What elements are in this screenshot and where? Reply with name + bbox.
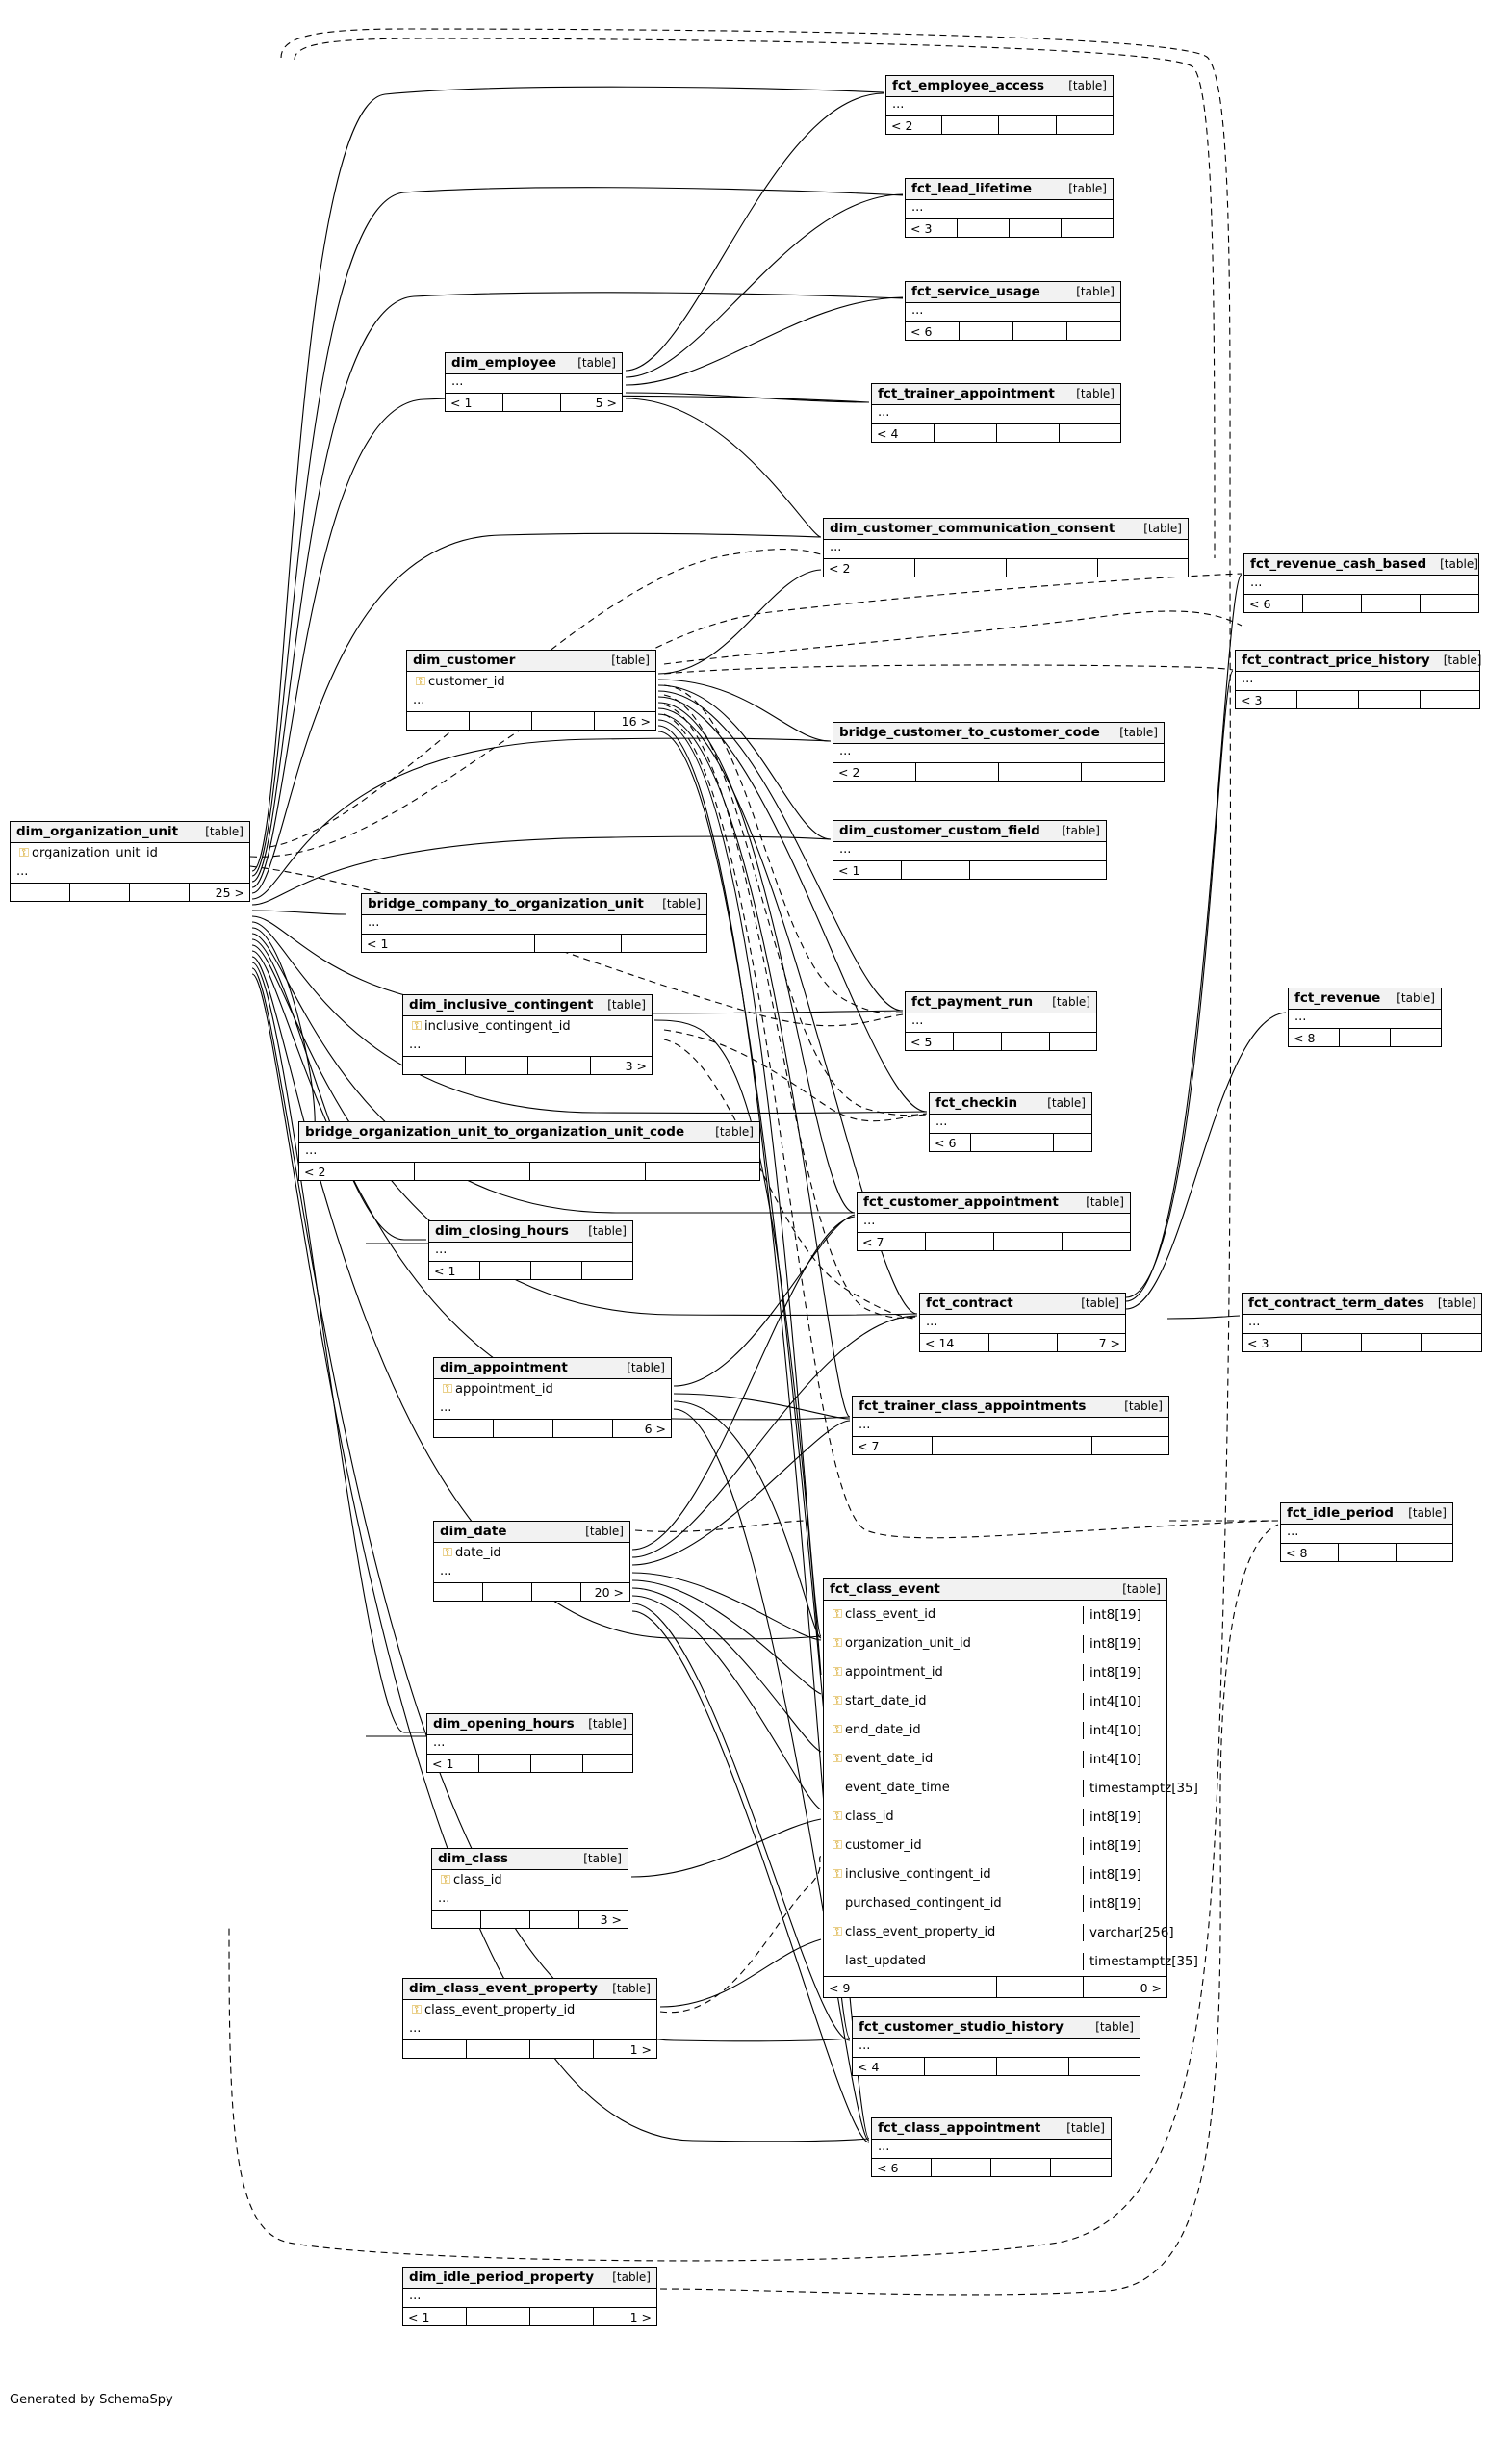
table-footer: < 1 1 >: [403, 2307, 656, 2325]
table-column-row: ⚿ end_date_id int4[10]: [824, 1716, 1166, 1745]
table-fct_revenue_cash_based[interactable]: [1243, 553, 1479, 613]
table-footer: < 7: [853, 1436, 1168, 1454]
table-header: fct_revenue [table]: [1289, 988, 1441, 1010]
table-header: dim_idle_period_property [table]: [403, 2268, 656, 2289]
table-column-row: ⚿ class_id int8[19]: [824, 1803, 1166, 1832]
table-ellipsis: ...: [878, 2140, 890, 2154]
table-footer: < 1: [362, 934, 706, 952]
table-fct_checkin[interactable]: [929, 1092, 1092, 1152]
table-header: fct_trainer_appointment [table]: [872, 384, 1120, 405]
table-header: dim_date [table]: [434, 1522, 629, 1543]
table-dim_customer_custom_field[interactable]: [833, 820, 1107, 880]
table-ellipsis: ...: [368, 915, 380, 930]
table-ellipsis: ...: [935, 1115, 948, 1129]
table-header: fct_employee_access [table]: [886, 76, 1113, 97]
table-ellipsis: ...: [438, 1891, 450, 1906]
table-ellipsis: ...: [911, 1013, 924, 1028]
table-footer: < 1: [427, 1754, 632, 1772]
table-footer: < 2: [833, 762, 1164, 781]
table-fct_class_event[interactable]: [823, 1578, 1198, 1998]
primary-key-icon: ⚿: [412, 1018, 422, 1034]
table-ellipsis: ...: [435, 1243, 448, 1257]
table-ellipsis: ...: [413, 693, 425, 707]
table-ellipsis: ...: [16, 864, 29, 879]
table-dim_customer_communication_consent[interactable]: [823, 518, 1189, 577]
table-footer: < 1 5 >: [446, 393, 622, 411]
table-footer: < 3: [906, 218, 1113, 237]
table-ellipsis: ...: [440, 1564, 452, 1578]
table-fct_customer_appointment[interactable]: [857, 1192, 1131, 1251]
table-dim_opening_hours[interactable]: [426, 1713, 633, 1773]
table-ellipsis: ...: [1242, 672, 1254, 686]
table-column-row: last_updated timestamptz[35]: [824, 1947, 1166, 1976]
table-footer: < 4: [853, 2057, 1140, 2075]
table-header: dim_closing_hours [table]: [429, 1221, 632, 1243]
table-column-row: ⚿ customer_id: [407, 672, 655, 693]
table-ellipsis: ...: [911, 303, 924, 318]
table-ellipsis: ...: [1294, 1010, 1307, 1024]
table-ellipsis: ...: [859, 2039, 871, 2053]
table-header: dim_customer_custom_field [table]: [833, 821, 1106, 842]
table-column-row: ⚿ class_id: [432, 1870, 628, 1891]
table-ellipsis: ...: [926, 1315, 938, 1329]
primary-key-icon: ⚿: [19, 845, 29, 860]
table-footer: 6 >: [434, 1419, 671, 1437]
table-fct_class_appointment[interactable]: [871, 2117, 1112, 2177]
table-footer: < 6: [930, 1133, 1091, 1151]
primary-key-icon: ⚿: [833, 1838, 842, 1853]
table-footer: < 14 7 >: [920, 1333, 1125, 1351]
primary-key-icon: ⚿: [833, 1925, 842, 1939]
table-ellipsis: ...: [1248, 1315, 1261, 1329]
table-footer: < 2: [886, 115, 1113, 134]
table-bridge_customer_to_customer_code[interactable]: [833, 722, 1165, 782]
table-ellipsis: ...: [409, 1038, 422, 1052]
primary-key-icon: ⚿: [443, 1381, 452, 1397]
generated-by-credit: Generated by SchemaSpy: [10, 2393, 173, 2407]
table-fct_employee_access[interactable]: [885, 75, 1114, 135]
table-footer: < 3: [1243, 1333, 1481, 1351]
table-footer: < 4: [872, 423, 1120, 442]
table-column-row: ⚿ date_id: [434, 1543, 629, 1564]
table-ellipsis: ...: [409, 2289, 422, 2303]
table-header: fct_lead_lifetime [table]: [906, 179, 1113, 200]
primary-key-icon: ⚿: [833, 1752, 842, 1766]
table-ellipsis: ...: [839, 744, 852, 758]
table-ellipsis: ...: [433, 1735, 446, 1750]
table-fct_payment_run[interactable]: [905, 991, 1097, 1051]
table-dim_class[interactable]: [431, 1848, 628, 1929]
table-fct_contract_term_dates[interactable]: [1242, 1293, 1482, 1352]
table-ellipsis: ...: [839, 842, 852, 857]
table-dim_class_event_property[interactable]: [402, 1978, 657, 2059]
table-footer: < 6: [872, 2158, 1111, 2176]
table-column-row: ⚿ appointment_id: [434, 1379, 671, 1400]
table-ellipsis: ...: [863, 1214, 876, 1228]
table-header: fct_class_event [table]: [824, 1579, 1166, 1601]
table-header: bridge_company_to_organization_unit [table]: [362, 894, 706, 915]
table-column-row: ⚿ customer_id int8[19]: [824, 1832, 1166, 1860]
table-ellipsis: ...: [1250, 576, 1263, 590]
table-header: bridge_customer_to_customer_code [table]: [833, 723, 1164, 744]
table-footer: 16 >: [407, 711, 655, 730]
table-dim_inclusive_contingent[interactable]: [402, 994, 653, 1075]
column-no-key: [830, 1954, 845, 1968]
table-column-row: ⚿ organization_unit_id: [11, 843, 249, 864]
table-column-row: ⚿ class_event_property_id varchar[256]: [824, 1918, 1166, 1947]
table-footer: < 1: [429, 1261, 632, 1279]
table-ellipsis: ...: [878, 405, 890, 420]
table-ellipsis: ...: [1287, 1525, 1299, 1539]
table-header: dim_organization_unit [table]: [11, 822, 249, 843]
table-bridge_organization_unit_to_organization_unit_code[interactable]: [298, 1121, 760, 1181]
table-footer: < 5: [906, 1032, 1096, 1050]
table-header: fct_idle_period [table]: [1281, 1503, 1452, 1525]
table-ellipsis: ...: [409, 2021, 422, 2036]
table-footer: 25 >: [11, 883, 249, 901]
table-column-row: ⚿ start_date_id int4[10]: [824, 1687, 1166, 1716]
table-ellipsis: ...: [305, 1143, 318, 1158]
table-header: dim_opening_hours [table]: [427, 1714, 632, 1735]
table-header: fct_customer_studio_history [table]: [853, 2017, 1140, 2039]
table-fct_service_usage[interactable]: [905, 281, 1121, 341]
table-dim_employee[interactable]: [445, 352, 623, 412]
table-footer: 20 >: [434, 1582, 629, 1601]
primary-key-icon: ⚿: [833, 1665, 842, 1680]
table-fct_trainer_appointment[interactable]: [871, 383, 1121, 443]
table-header: dim_class [table]: [432, 1849, 628, 1870]
table-column-row: ⚿ inclusive_contingent_id int8[19]: [824, 1860, 1166, 1889]
primary-key-icon: ⚿: [416, 674, 425, 689]
table-fct_lead_lifetime[interactable]: [905, 178, 1114, 238]
column-no-key: [830, 1896, 845, 1911]
column-no-key: [830, 1781, 845, 1795]
table-column-row: ⚿ appointment_id int8[19]: [824, 1658, 1166, 1687]
table-header: fct_contract_price_history [table]: [1236, 651, 1479, 672]
table-header: fct_class_appointment [table]: [872, 2118, 1111, 2140]
primary-key-icon: ⚿: [412, 2002, 422, 2017]
table-header: fct_payment_run [table]: [906, 992, 1096, 1013]
table-footer: < 8: [1281, 1543, 1452, 1561]
table-dim_idle_period_property[interactable]: [402, 2267, 657, 2326]
table-header: dim_inclusive_contingent [table]: [403, 995, 652, 1016]
table-fct_contract_price_history[interactable]: [1235, 650, 1480, 709]
table-footer: < 7: [858, 1232, 1130, 1250]
table-footer: < 2: [299, 1162, 759, 1180]
table-fct_trainer_class_appointments[interactable]: [852, 1396, 1169, 1455]
table-dim_organization_unit[interactable]: [10, 821, 250, 902]
table-footer: < 6: [906, 321, 1120, 340]
table-dim_closing_hours[interactable]: [428, 1220, 633, 1280]
table-column-row: ⚿ event_date_id int4[10]: [824, 1745, 1166, 1774]
primary-key-icon: ⚿: [443, 1545, 452, 1560]
table-fct_contract[interactable]: [919, 1293, 1126, 1352]
table-footer: 1 >: [403, 2039, 656, 2058]
table-header: fct_service_usage [table]: [906, 282, 1120, 303]
table-bridge_company_to_organization_unit[interactable]: [361, 893, 707, 953]
table-ellipsis: ...: [451, 374, 464, 389]
table-column-row: ⚿ class_event_property_id: [403, 2000, 656, 2021]
table-ellipsis: ...: [911, 200, 924, 215]
table-footer: < 2: [824, 558, 1188, 577]
primary-key-icon: ⚿: [833, 1636, 842, 1651]
table-header: bridge_organization_unit_to_organization_unit_code [table]: [299, 1122, 759, 1143]
table-dim_appointment[interactable]: [433, 1357, 672, 1438]
table-footer: < 3: [1236, 690, 1479, 708]
table-header: dim_customer_communication_consent [table]: [824, 519, 1188, 540]
primary-key-icon: ⚿: [833, 1694, 842, 1708]
primary-key-icon: ⚿: [833, 1723, 842, 1737]
table-footer: < 1: [833, 860, 1106, 879]
table-ellipsis: ...: [892, 97, 905, 112]
table-footer: < 6: [1244, 594, 1478, 612]
table-header: dim_customer [table]: [407, 651, 655, 672]
table-header: dim_class_event_property [table]: [403, 1979, 656, 2000]
table-ellipsis: ...: [859, 1418, 871, 1432]
table-column-row: purchased_contingent_id int8[19]: [824, 1889, 1166, 1918]
table-column-row: ⚿ inclusive_contingent_id: [403, 1016, 652, 1038]
table-header: dim_employee [table]: [446, 353, 622, 374]
table-ellipsis: ...: [440, 1400, 452, 1415]
table-dim_customer[interactable]: [406, 650, 656, 731]
table-header: fct_contract_term_dates [table]: [1243, 1294, 1481, 1315]
table-fct_customer_studio_history[interactable]: [852, 2016, 1140, 2076]
table-header: fct_customer_appointment [table]: [858, 1193, 1130, 1214]
primary-key-icon: ⚿: [441, 1872, 450, 1887]
table-header: fct_contract [table]: [920, 1294, 1125, 1315]
table-fct_idle_period[interactable]: [1280, 1502, 1453, 1562]
table-header: fct_revenue_cash_based [table]: [1244, 554, 1478, 576]
table-column-row: ⚿ class_event_id int8[19]: [824, 1601, 1166, 1629]
primary-key-icon: ⚿: [833, 1607, 842, 1622]
table-header: fct_checkin [table]: [930, 1093, 1091, 1115]
table-fct_revenue[interactable]: [1288, 988, 1442, 1047]
table-column-row: ⚿ organization_unit_id int8[19]: [824, 1629, 1166, 1658]
table-footer: 3 >: [403, 1056, 652, 1074]
table-header: dim_appointment [table]: [434, 1358, 671, 1379]
table-ellipsis: ...: [830, 540, 842, 554]
primary-key-icon: ⚿: [833, 1809, 842, 1824]
table-footer: < 9 0 >: [824, 1976, 1166, 1997]
table-header: fct_trainer_class_appointments [table]: [853, 1397, 1168, 1418]
table-footer: 3 >: [432, 1910, 628, 1928]
table-column-row: event_date_time timestamptz[35]: [824, 1774, 1166, 1803]
table-footer: < 8: [1289, 1028, 1441, 1046]
primary-key-icon: ⚿: [833, 1867, 842, 1882]
table-dim_date[interactable]: [433, 1521, 630, 1602]
